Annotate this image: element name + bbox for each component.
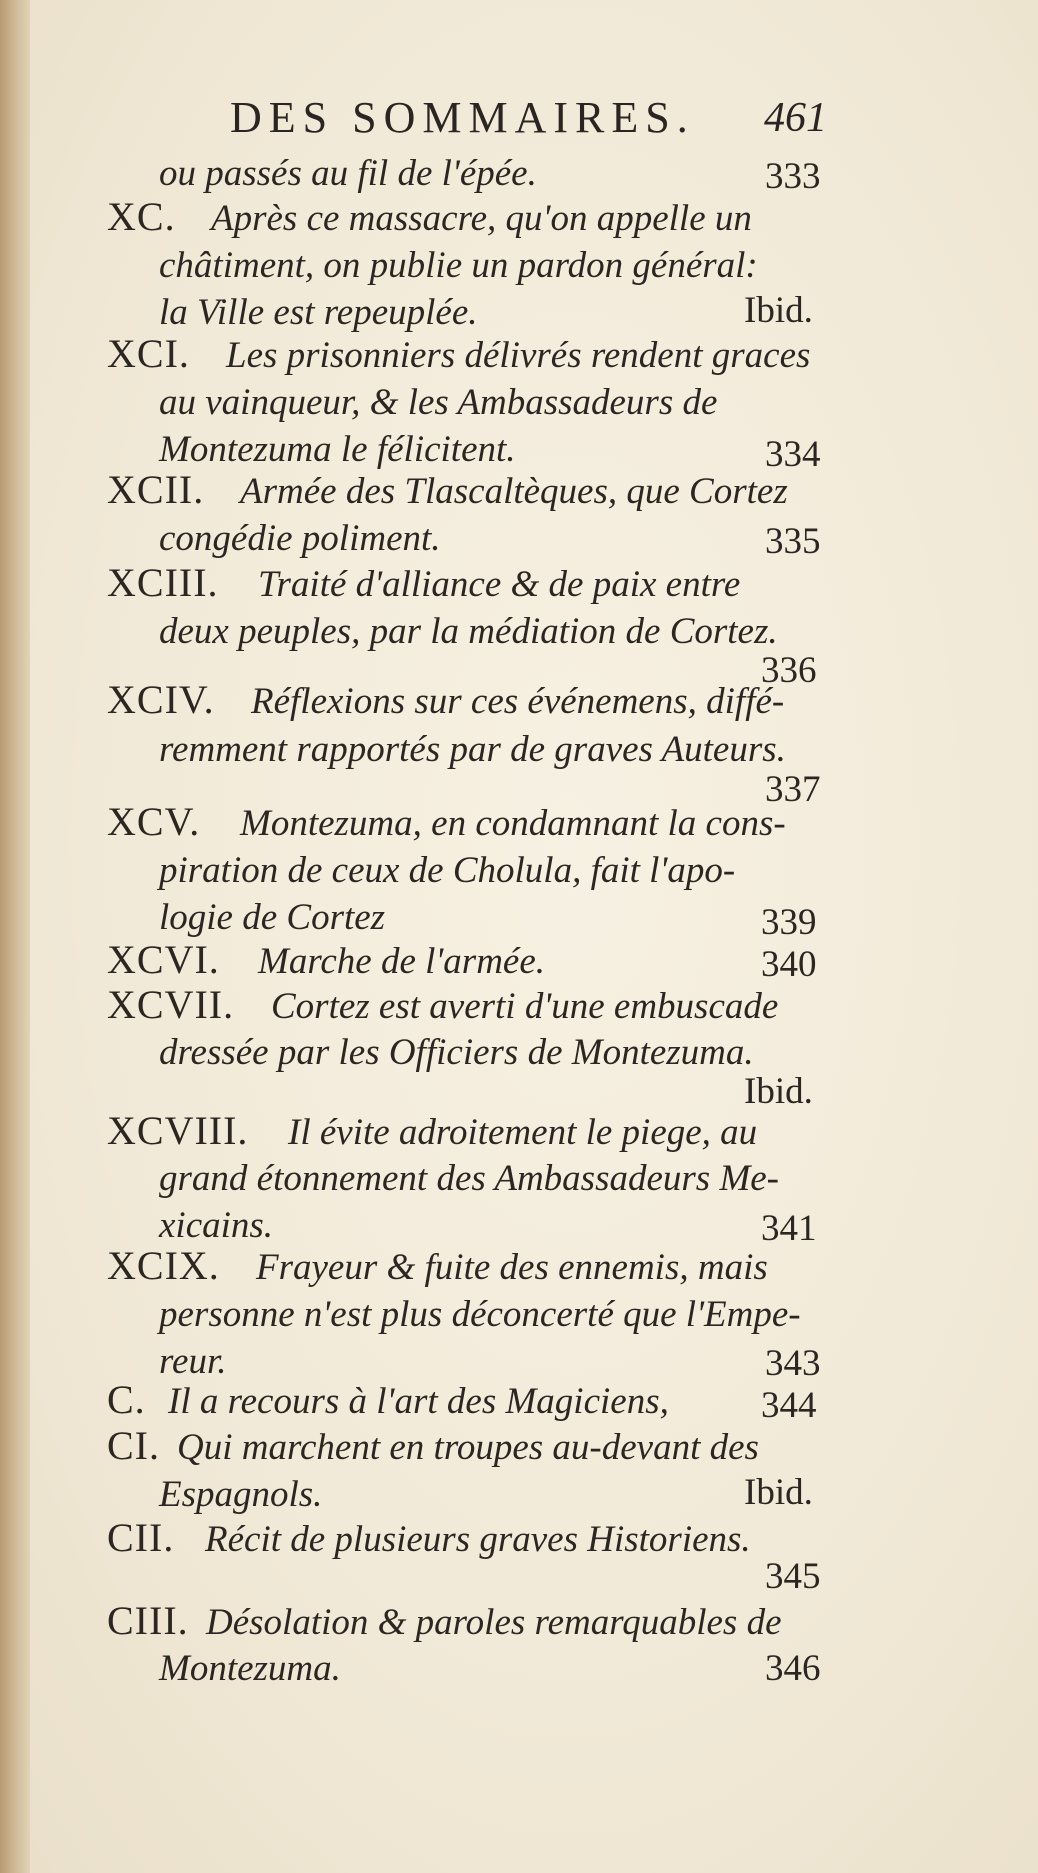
- entry-text-line: reur.: [159, 1341, 227, 1382]
- entry-page: Ibid.: [744, 1472, 813, 1513]
- entry-text-line: Frayeur & fuite des ennemis, mais: [256, 1247, 768, 1288]
- entry-text-line: châtiment, on publie un pardon général:: [159, 245, 758, 286]
- entry-number: XCVI.: [107, 937, 220, 982]
- entry-text-line: piration de ceux de Cholula, fait l'apo-: [159, 850, 736, 891]
- entry-number: XCIX.: [107, 1243, 220, 1288]
- entry-page: 340: [761, 944, 817, 985]
- entry-text-line: congédie poliment.: [159, 518, 441, 559]
- entry-number: CIII.: [107, 1598, 189, 1643]
- entry-number: XC.: [107, 194, 176, 239]
- entry-text-line: la Ville est repeuplée.: [159, 292, 478, 333]
- entry-text-line: Cortez est averti d'une embuscade: [271, 986, 779, 1027]
- entry-text-line: Après ce massacre, qu'on appelle un: [211, 198, 752, 239]
- entry-text-line: dressée par les Officiers de Montezuma.: [159, 1032, 754, 1073]
- entry-number: XCV.: [107, 799, 201, 844]
- entry-number: XCVIII.: [107, 1108, 249, 1153]
- running-head: DES SOMMAIRES.: [230, 93, 695, 142]
- entry-number: C.: [107, 1377, 146, 1422]
- entry-text-line: Marche de l'armée.: [258, 941, 546, 982]
- entry-text-line: Il a recours à l'art des Magiciens,: [168, 1381, 669, 1422]
- entry-page: 335: [765, 521, 821, 562]
- entry-text-line: au vainqueur, & les Ambassadeurs de: [159, 382, 718, 423]
- entry-text-line: Il évite adroitement le piege, au: [288, 1112, 758, 1153]
- entry-text-line: Armée des Tlascaltèques, que Cortez: [240, 471, 788, 512]
- entry-text-line: Désolation & paroles remarquables de: [206, 1602, 782, 1643]
- entry-page: 333: [765, 156, 821, 197]
- entry-text-line: logie de Cortez: [159, 897, 386, 938]
- entry-number: XCVII.: [107, 982, 235, 1027]
- binding-gutter: [0, 0, 30, 1873]
- entry-page: 345: [765, 1556, 821, 1597]
- entry-text-line: remment rapportés par de graves Auteurs.: [159, 729, 786, 770]
- entry-page: Ibid.: [744, 290, 813, 331]
- entry-text-line: Récit de plusieurs graves Historiens.: [205, 1519, 751, 1560]
- entry-text-line: Traité d'alliance & de paix entre: [258, 564, 741, 605]
- entry-number: CII.: [107, 1515, 175, 1560]
- entry-number: CI.: [107, 1423, 160, 1468]
- entry-number: XCIV.: [107, 677, 215, 722]
- entry-text-line: ou passés au fil de l'épée.: [159, 153, 537, 194]
- entry-page: 339: [761, 902, 817, 943]
- entry-text-line: Montezuma, en condamnant la cons-: [240, 803, 786, 844]
- entry-text-line: Qui marchent en troupes au-devant des: [177, 1427, 759, 1468]
- entry-text-line: xicains.: [159, 1205, 274, 1246]
- entry-text-line: Réflexions sur ces événemens, diffé-: [251, 681, 785, 722]
- entry-text-line: Les prisonniers délivrés rendent graces: [226, 335, 811, 376]
- entry-page: 334: [765, 434, 821, 475]
- entry-page: 341: [761, 1208, 817, 1249]
- entry-page: 344: [761, 1385, 817, 1426]
- entry-text-line: grand étonnement des Ambassadeurs Me-: [159, 1158, 780, 1199]
- entry-number: XCI.: [107, 331, 190, 376]
- entry-text-line: Espagnols.: [159, 1474, 323, 1515]
- entry-page: Ibid.: [744, 1071, 813, 1112]
- entry-text-line: Montezuma le félicitent.: [159, 429, 516, 470]
- entry-number: XCIII.: [107, 560, 219, 605]
- entry-page: 343: [765, 1343, 821, 1384]
- entry-number: XCII.: [107, 467, 205, 512]
- entry-text-line: personne n'est plus déconcerté que l'Empe-: [159, 1294, 801, 1335]
- entry-text-line: deux peuples, par la médiation de Cortez.: [159, 611, 778, 652]
- entry-text-line: Montezuma.: [159, 1648, 341, 1689]
- page-number: 461: [764, 95, 827, 141]
- entry-page: 346: [765, 1648, 821, 1689]
- entry-page: 336: [761, 650, 817, 691]
- entry-page: 337: [765, 769, 821, 810]
